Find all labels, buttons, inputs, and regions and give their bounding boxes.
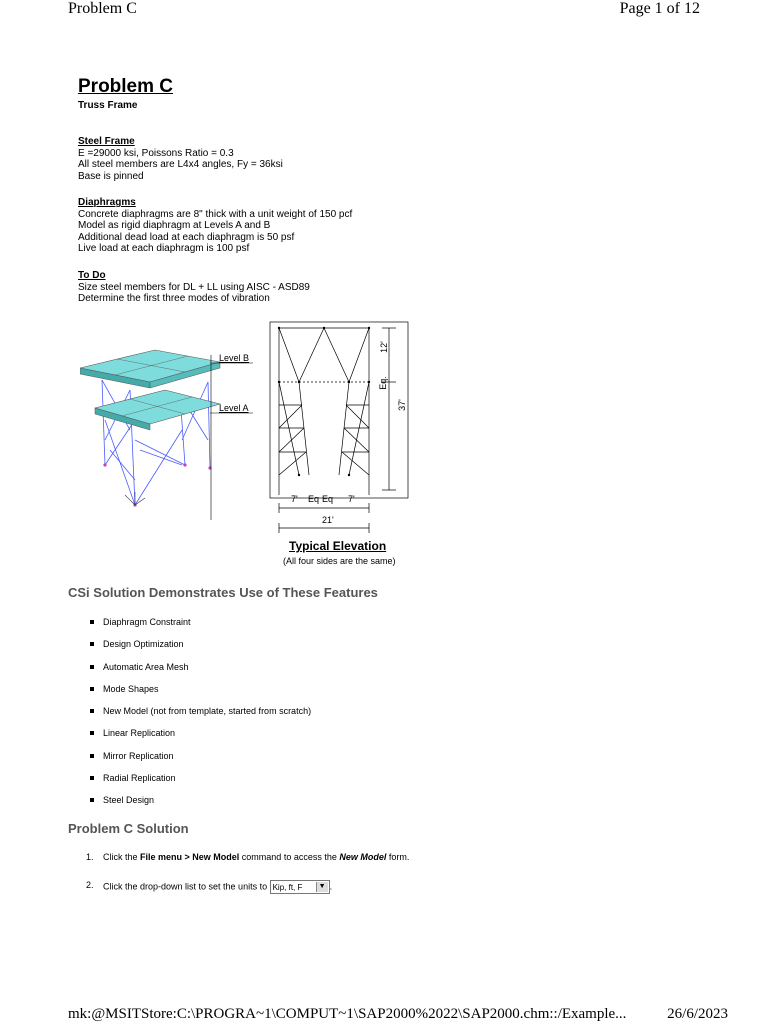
elevation-drawing bbox=[264, 320, 424, 540]
steel-frame-line: All steel members are L4x4 angles, Fy = 36ksi bbox=[78, 159, 283, 170]
step-text-part: form. bbox=[386, 852, 410, 862]
list-item: Linear Replication bbox=[90, 728, 311, 750]
units-value: Kip, ft, F bbox=[272, 883, 303, 892]
list-item: Mirror Replication bbox=[90, 751, 311, 773]
dim-seg: 7' bbox=[348, 494, 355, 504]
level-b-label: Level B bbox=[219, 353, 250, 363]
diaphragms-line: Additional dead load at each diaphragm is 50 psf bbox=[78, 231, 295, 243]
dim-seg: Eq bbox=[322, 494, 334, 504]
steel-frame-line: E =29000 ksi, Poissons Ratio = 0.3 bbox=[78, 147, 234, 159]
dim-seg: 7' bbox=[291, 494, 298, 504]
dim-eq: Eq. bbox=[377, 376, 388, 390]
step-text-part: Click the drop-down list to set the units to bbox=[103, 881, 270, 892]
todo-section bbox=[78, 270, 310, 305]
footer-date: 26/6/2023 bbox=[667, 1006, 728, 1022]
features-list bbox=[90, 617, 311, 818]
step-number: 2. bbox=[86, 880, 94, 890]
diaphragms-section bbox=[78, 197, 352, 255]
step-bold-italic: New Model bbox=[339, 852, 387, 862]
problem-subtitle: Truss Frame bbox=[78, 100, 138, 111]
step-bold: File menu > New Model bbox=[140, 852, 240, 862]
level-a-label: Level A bbox=[219, 403, 249, 413]
diaphragms-heading: Diaphragms bbox=[78, 197, 136, 208]
page-number: Page 1 of 12 bbox=[619, 0, 700, 17]
list-item: Mode Shapes bbox=[90, 684, 311, 706]
step-text-part: . bbox=[329, 881, 333, 892]
list-item: Diaphragm Constraint bbox=[90, 617, 311, 639]
diaphragms-line: Concrete diaphragms are 8" thick with a unit weight of 150 pcf bbox=[78, 208, 353, 220]
list-item: Automatic Area Mesh bbox=[90, 662, 311, 684]
features-heading: CSi Solution Demonstrates Use of These Features bbox=[68, 585, 378, 600]
step-text-part: command to access the bbox=[239, 852, 340, 862]
steel-frame-line: Base is pinned bbox=[78, 170, 144, 182]
header-title: Problem C bbox=[68, 0, 137, 17]
steel-frame-heading: Steel Frame bbox=[78, 136, 135, 147]
steel-frame-section bbox=[78, 136, 283, 182]
footer-path: mk:@MSITStore:C:\PROGRA~1\COMPUT~1\SAP2000%2022\SAP2000.chm::/Example... bbox=[68, 1006, 627, 1022]
list-item: Radial Replication bbox=[90, 773, 311, 795]
solution-heading: Problem C Solution bbox=[68, 821, 189, 836]
units-dropdown[interactable] bbox=[270, 880, 330, 894]
dim-side-total: 37' bbox=[396, 399, 407, 411]
step-number: 1. bbox=[86, 852, 94, 862]
elevation-note: (All four sides are the same) bbox=[283, 556, 396, 566]
list-item: Steel Design bbox=[90, 795, 311, 817]
dim-top: 12' bbox=[378, 341, 389, 353]
diaphragms-line: Live load at each diaphragm is 100 psf bbox=[78, 243, 250, 254]
todo-line: Size steel members for DL + LL using AISC - ASD89 bbox=[78, 281, 310, 293]
step-text-part: Click the bbox=[103, 852, 141, 862]
chevron-down-icon[interactable]: ▼ bbox=[316, 882, 328, 892]
dim-seg: Eq bbox=[308, 494, 320, 504]
list-item: New Model (not from template, started from scratch) bbox=[90, 706, 311, 728]
todo-heading: To Do bbox=[78, 270, 106, 281]
elevation-title: Typical Elevation bbox=[289, 539, 387, 553]
todo-line: Determine the first three modes of vibration bbox=[78, 293, 270, 304]
step-text bbox=[103, 880, 332, 894]
dim-total-width: 21' bbox=[322, 515, 334, 525]
step-text bbox=[103, 852, 409, 862]
diaphragms-line: Model as rigid diaphragm at Levels A and B bbox=[78, 220, 271, 231]
problem-title: Problem C bbox=[78, 76, 174, 97]
list-item: Design Optimization bbox=[90, 639, 311, 661]
